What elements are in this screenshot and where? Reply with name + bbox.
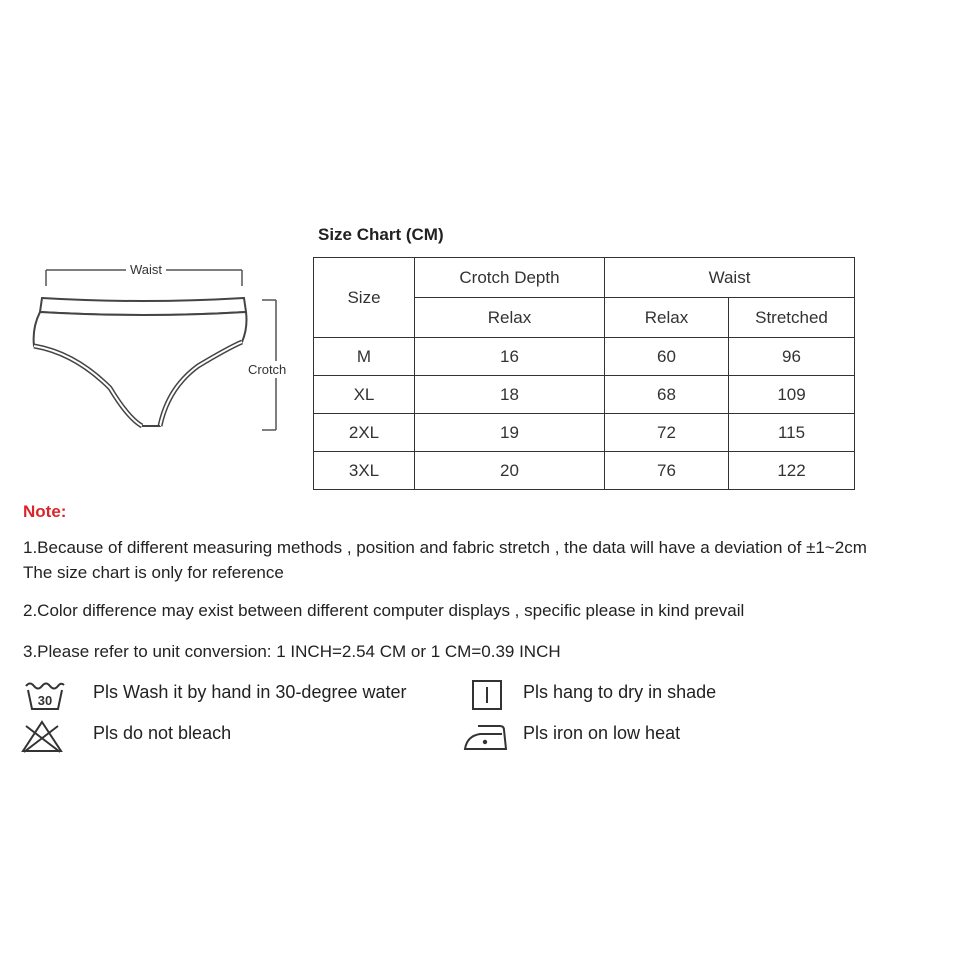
- size-cell: XL: [314, 376, 415, 414]
- note-label: Note:: [23, 502, 67, 521]
- size-cell: 2XL: [314, 414, 415, 452]
- size-chart-table: [313, 257, 855, 490]
- iron-low-heat-icon: [462, 720, 510, 757]
- crotch-relax-cell: 19: [415, 414, 605, 452]
- waist-relax-header: Relax: [605, 298, 729, 338]
- size-chart-title: Size Chart (CM): [318, 225, 444, 244]
- hand-wash-30-icon: [23, 678, 67, 717]
- crotch-depth-header: Crotch Depth: [415, 258, 605, 298]
- table-row: [314, 414, 855, 452]
- wash-instruction: Pls Wash it by hand in 30-degree water: [93, 682, 407, 702]
- crotch-relax-cell: 16: [415, 338, 605, 376]
- briefs-outline-icon: [20, 258, 310, 438]
- hang-dry-icon: [470, 678, 504, 717]
- crotch-relax-header: Relax: [415, 298, 605, 338]
- note-line-1: 1.Because of different measuring methods , position and fabric stretch , the data will have a deviation of ±1~2cm: [23, 538, 867, 557]
- garment-measurement-diagram: [20, 258, 310, 438]
- waist-relax-cell: 76: [605, 452, 729, 490]
- no-bleach-icon: [20, 718, 64, 759]
- waist-relax-cell: 68: [605, 376, 729, 414]
- waist-stretched-header: Stretched: [729, 298, 855, 338]
- waist-stretched-cell: 122: [729, 452, 855, 490]
- waist-stretched-cell: 115: [729, 414, 855, 452]
- table-row: [314, 376, 855, 414]
- waist-label: Waist: [126, 262, 166, 277]
- waist-header: Waist: [605, 258, 855, 298]
- crotch-relax-cell: 18: [415, 376, 605, 414]
- wash-temperature-label: 30: [37, 693, 53, 708]
- table-header-row: [314, 258, 855, 298]
- size-header: Size: [314, 258, 415, 338]
- waist-relax-cell: 72: [605, 414, 729, 452]
- crotch-relax-cell: 20: [415, 452, 605, 490]
- table-row: [314, 338, 855, 376]
- bleach-instruction: Pls do not bleach: [93, 723, 232, 743]
- note-line-3: 3.Please refer to unit conversion: 1 INCH=2.54 CM or 1 CM=0.39 INCH: [23, 642, 561, 661]
- note-line-1b: The size chart is only for reference: [23, 563, 284, 582]
- waist-stretched-cell: 96: [729, 338, 855, 376]
- size-cell: M: [314, 338, 415, 376]
- iron-instruction: Pls iron on low heat: [523, 723, 681, 743]
- waist-stretched-cell: 109: [729, 376, 855, 414]
- hang-instruction: Pls hang to dry in shade: [523, 682, 717, 702]
- waist-relax-cell: 60: [605, 338, 729, 376]
- crotch-label: Crotch: [248, 362, 287, 377]
- table-row: [314, 452, 855, 490]
- size-cell: 3XL: [314, 452, 415, 490]
- note-line-2: 2.Color difference may exist between different computer displays , specific please in kind prevail: [23, 601, 745, 620]
